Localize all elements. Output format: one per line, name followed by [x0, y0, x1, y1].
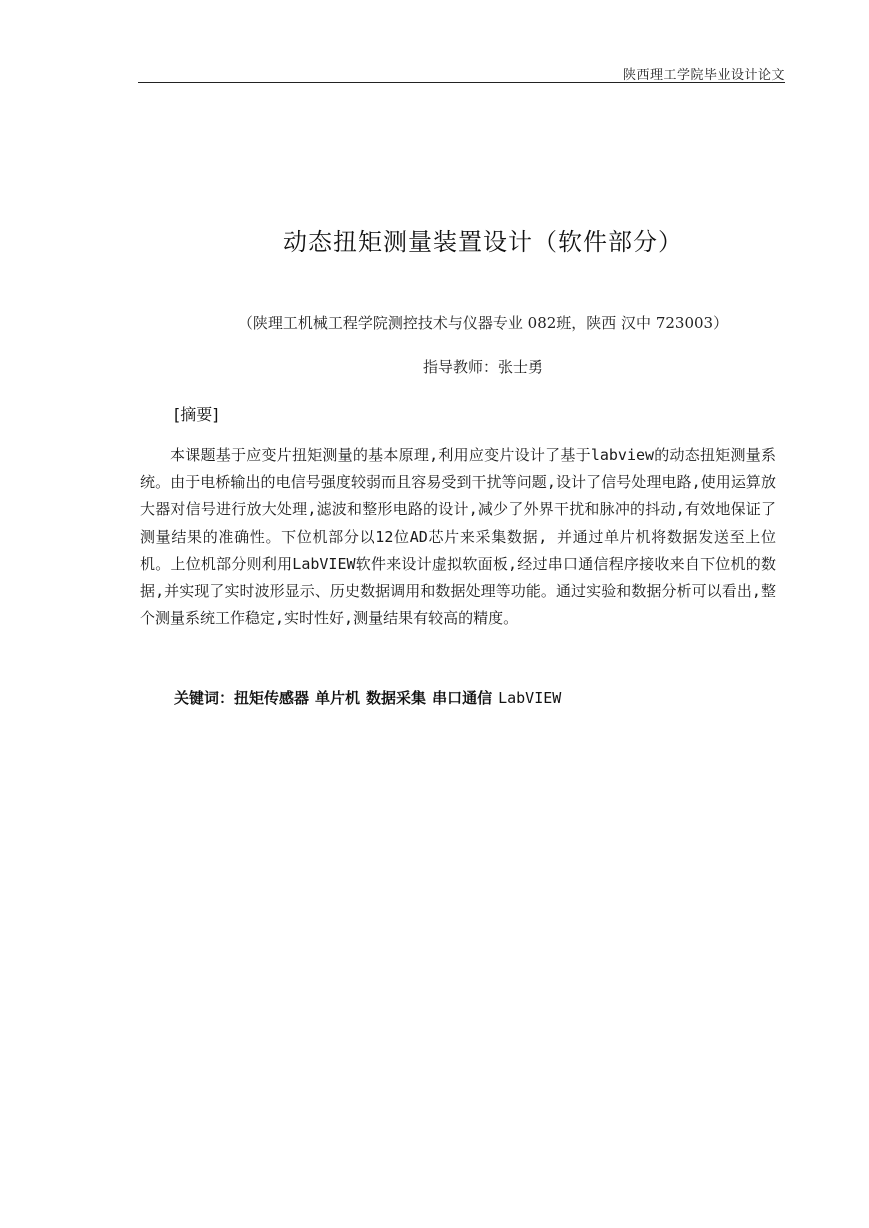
keywords-line — [174, 687, 561, 708]
keywords-label: 关键词： — [174, 689, 235, 707]
supervisor-line: 指导教师：张士勇 — [422, 358, 543, 376]
author-affiliation: （陕理工机械工程学院测控技术与仪器专业 082班，陕西 汉中 723003） — [237, 314, 729, 332]
keyword-item: LabVIEW — [498, 689, 562, 707]
abstract-body: 本课题基于应变片扭矩测量的基本原理,利用应变片设计了基于labview的动态扭矩测量系统。由于电桥输出的电信号强度较弱而且容易受到干扰等问题,设计了信号处理电路,使用运算放大器对信号进行放大处理,滤波和整形电路的设计,减少了外界干扰和脉冲的抖动,有效地保证了测量结果的准确性。下位机部分以12位AD芯片来采集数据, 并通过单片机将数据发送至上位机。上位机部分则利用LabVIEW软件来设计虚拟软面板,经过串口通信程序接收来自下位机的数据,并实现了实时波形显示、历史数据调用和数据处理等功能。通过实验和数据分析可以看出,整个测量系统工作稳定,实时性好,测量结果有较高的精度。 — [140, 446, 776, 628]
keyword-item: 串口通信 — [432, 689, 493, 707]
paper-title: 动态扭矩测量装置设计（软件部分） — [283, 228, 683, 256]
abstract-heading: [摘要] — [174, 405, 219, 424]
keyword-item: 数据采集 — [366, 689, 427, 707]
keyword-item: 扭矩传感器 — [234, 689, 310, 707]
keyword-item: 单片机 — [315, 689, 361, 707]
running-header: 陕西理工学院毕业设计论文 — [622, 68, 785, 83]
header-divider — [138, 82, 785, 83]
